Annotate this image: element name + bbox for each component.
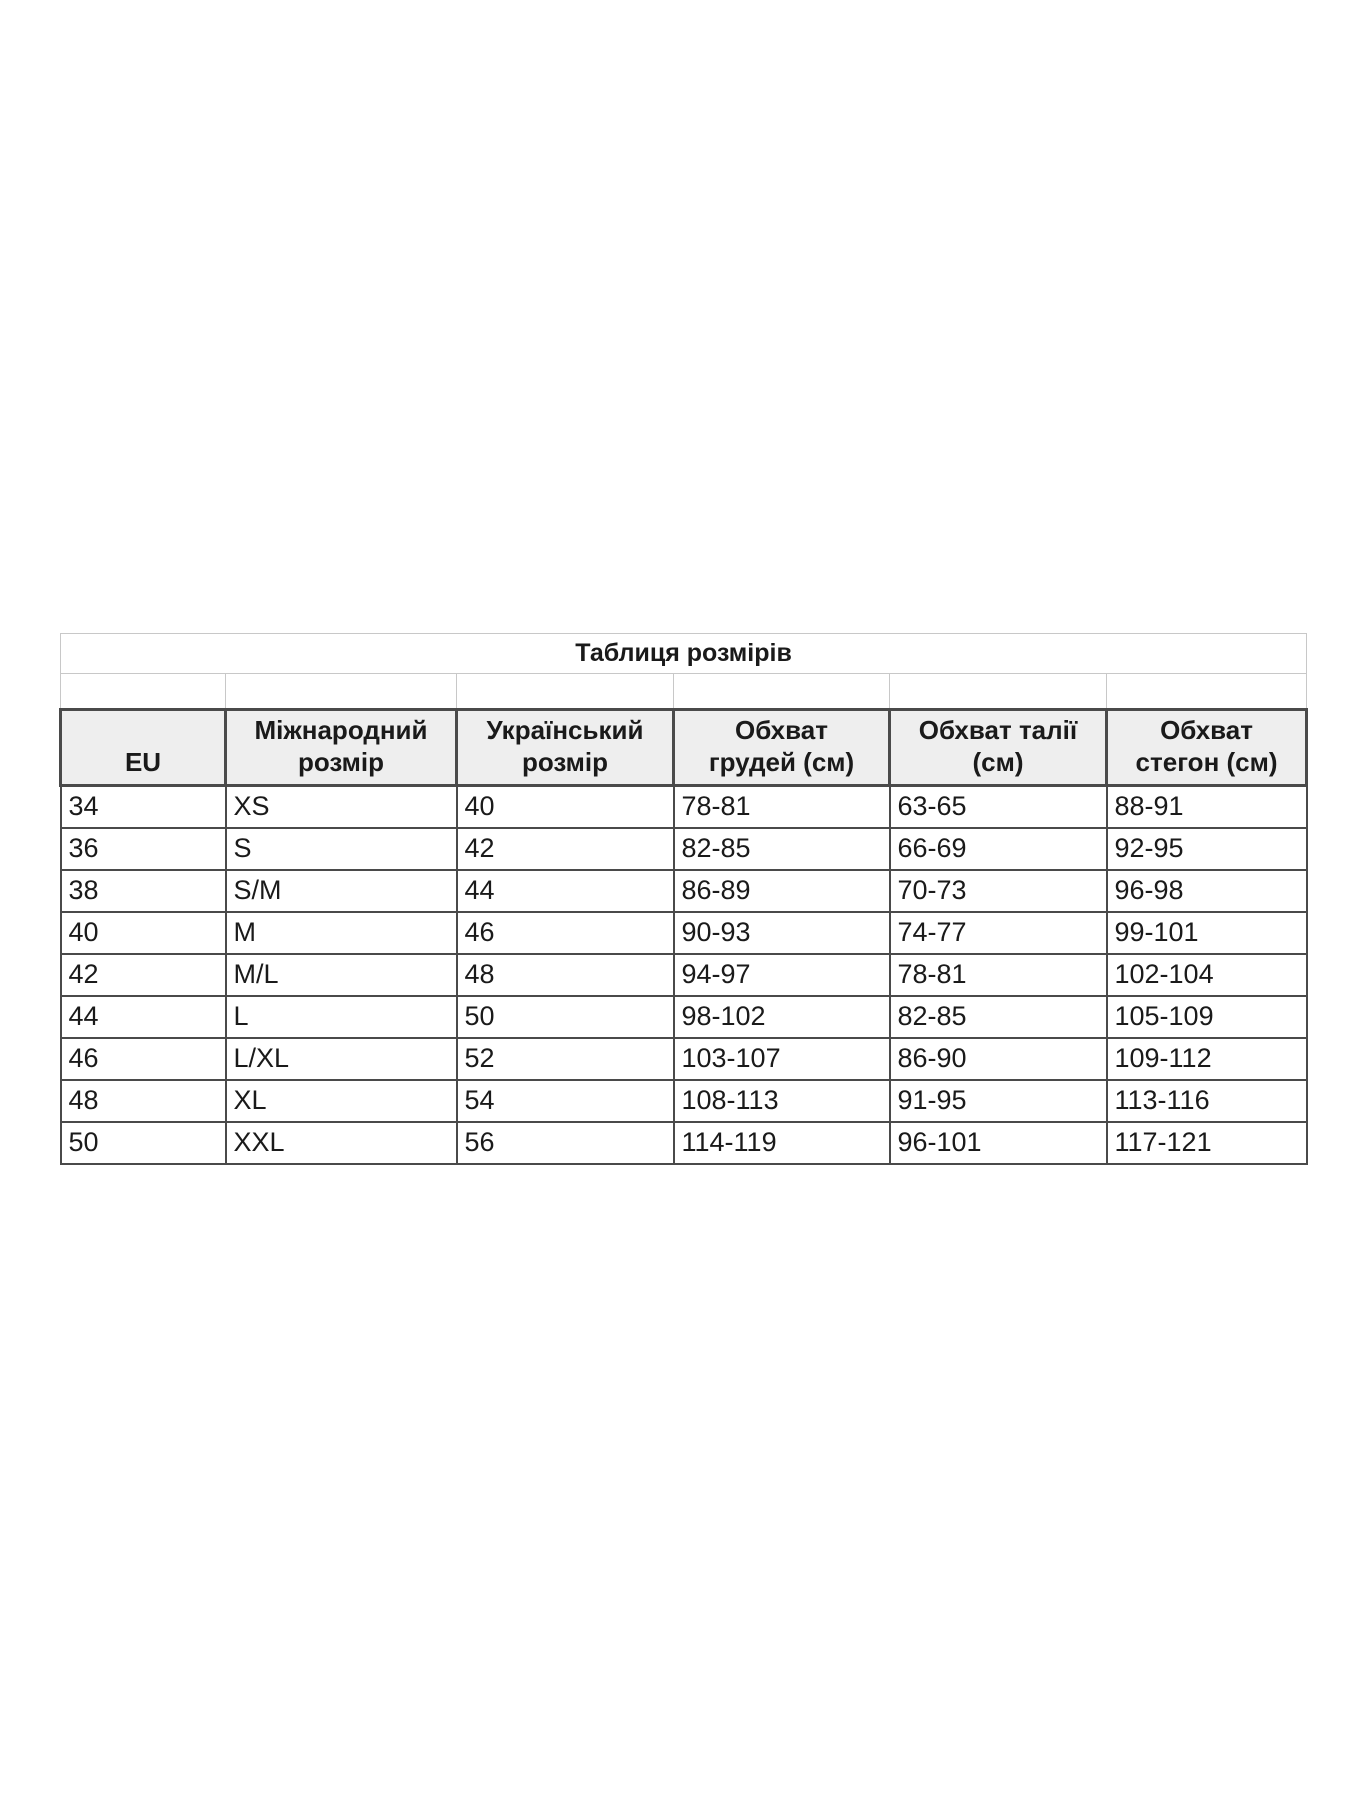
table-row: [61, 1122, 1307, 1164]
header-hips-line1: Обхват: [1160, 715, 1253, 745]
table-row: [61, 996, 1307, 1038]
header-international-size-line2: розмір: [297, 747, 385, 777]
cell-eu: 42: [61, 954, 226, 996]
cell-int-size: S: [226, 828, 457, 870]
cell-int-size: S/M: [226, 870, 457, 912]
cell-int-size: M: [226, 912, 457, 954]
cell-hips: 102-104: [1107, 954, 1307, 996]
spacer-row: [61, 674, 1307, 710]
cell-chest: 82-85: [674, 828, 890, 870]
cell-hips: 88-91: [1107, 786, 1307, 828]
cell-ua-size: 42: [457, 828, 674, 870]
cell-int-size: XS: [226, 786, 457, 828]
header-eu-label: EU: [124, 747, 162, 777]
table-row: [61, 786, 1307, 828]
cell-chest: 86-89: [674, 870, 890, 912]
header-chest-line2: грудей (см): [708, 747, 855, 777]
cell-int-size: XL: [226, 1080, 457, 1122]
spacer-cell: [890, 674, 1107, 710]
cell-eu: 38: [61, 870, 226, 912]
spacer-cell: [674, 674, 890, 710]
table-row: [61, 828, 1307, 870]
cell-int-size: M/L: [226, 954, 457, 996]
cell-waist: 70-73: [890, 870, 1107, 912]
cell-chest: 103-107: [674, 1038, 890, 1080]
header-chest-line1: Обхват: [735, 715, 828, 745]
cell-waist: 63-65: [890, 786, 1107, 828]
cell-chest: 108-113: [674, 1080, 890, 1122]
cell-hips: 105-109: [1107, 996, 1307, 1038]
cell-waist: 66-69: [890, 828, 1107, 870]
cell-hips: 113-116: [1107, 1080, 1307, 1122]
spacer-cell: [457, 674, 674, 710]
cell-eu: 40: [61, 912, 226, 954]
cell-waist: 96-101: [890, 1122, 1107, 1164]
cell-hips: 109-112: [1107, 1038, 1307, 1080]
header-eu: [61, 710, 226, 786]
table-row: [61, 1038, 1307, 1080]
header-ukrainian-size: [457, 710, 674, 786]
cell-ua-size: 48: [457, 954, 674, 996]
cell-hips: 99-101: [1107, 912, 1307, 954]
cell-eu: 50: [61, 1122, 226, 1164]
table-row: [61, 954, 1307, 996]
cell-eu: 36: [61, 828, 226, 870]
header-hips: [1107, 710, 1307, 786]
cell-hips: 92-95: [1107, 828, 1307, 870]
size-table: [59, 633, 1308, 1165]
cell-chest: 90-93: [674, 912, 890, 954]
table-row: [61, 912, 1307, 954]
cell-int-size: XXL: [226, 1122, 457, 1164]
cell-chest: 94-97: [674, 954, 890, 996]
cell-hips: 96-98: [1107, 870, 1307, 912]
table-title: Таблиця розмірів: [61, 634, 1307, 674]
table-row: [61, 870, 1307, 912]
spacer-cell: [61, 674, 226, 710]
cell-waist: 78-81: [890, 954, 1107, 996]
header-ukrainian-size-line2: розмір: [521, 747, 609, 777]
cell-ua-size: 46: [457, 912, 674, 954]
cell-waist: 86-90: [890, 1038, 1107, 1080]
header-chest: [674, 710, 890, 786]
header-hips-line2: стегон (см): [1135, 747, 1278, 777]
cell-waist: 82-85: [890, 996, 1107, 1038]
cell-chest: 114-119: [674, 1122, 890, 1164]
cell-eu: 48: [61, 1080, 226, 1122]
header-international-size: [226, 710, 457, 786]
header-waist-line1: Обхват талії: [918, 715, 1078, 745]
cell-ua-size: 50: [457, 996, 674, 1038]
cell-waist: 74-77: [890, 912, 1107, 954]
cell-hips: 117-121: [1107, 1122, 1307, 1164]
spacer-cell: [226, 674, 457, 710]
cell-eu: 44: [61, 996, 226, 1038]
header-waist: [890, 710, 1107, 786]
cell-eu: 46: [61, 1038, 226, 1080]
header-waist-line2: (см): [972, 747, 1024, 777]
cell-eu: 34: [61, 786, 226, 828]
cell-ua-size: 52: [457, 1038, 674, 1080]
header-row: [61, 710, 1307, 786]
cell-ua-size: 40: [457, 786, 674, 828]
table-row: [61, 1080, 1307, 1122]
cell-chest: 98-102: [674, 996, 890, 1038]
spacer-cell: [1107, 674, 1307, 710]
header-international-size-line1: Міжнародний: [254, 715, 428, 745]
cell-ua-size: 56: [457, 1122, 674, 1164]
cell-ua-size: 54: [457, 1080, 674, 1122]
cell-int-size: L: [226, 996, 457, 1038]
cell-int-size: L/XL: [226, 1038, 457, 1080]
cell-chest: 78-81: [674, 786, 890, 828]
cell-ua-size: 44: [457, 870, 674, 912]
cell-waist: 91-95: [890, 1080, 1107, 1122]
header-ukrainian-size-line1: Український: [486, 715, 644, 745]
title-row: [61, 634, 1307, 674]
